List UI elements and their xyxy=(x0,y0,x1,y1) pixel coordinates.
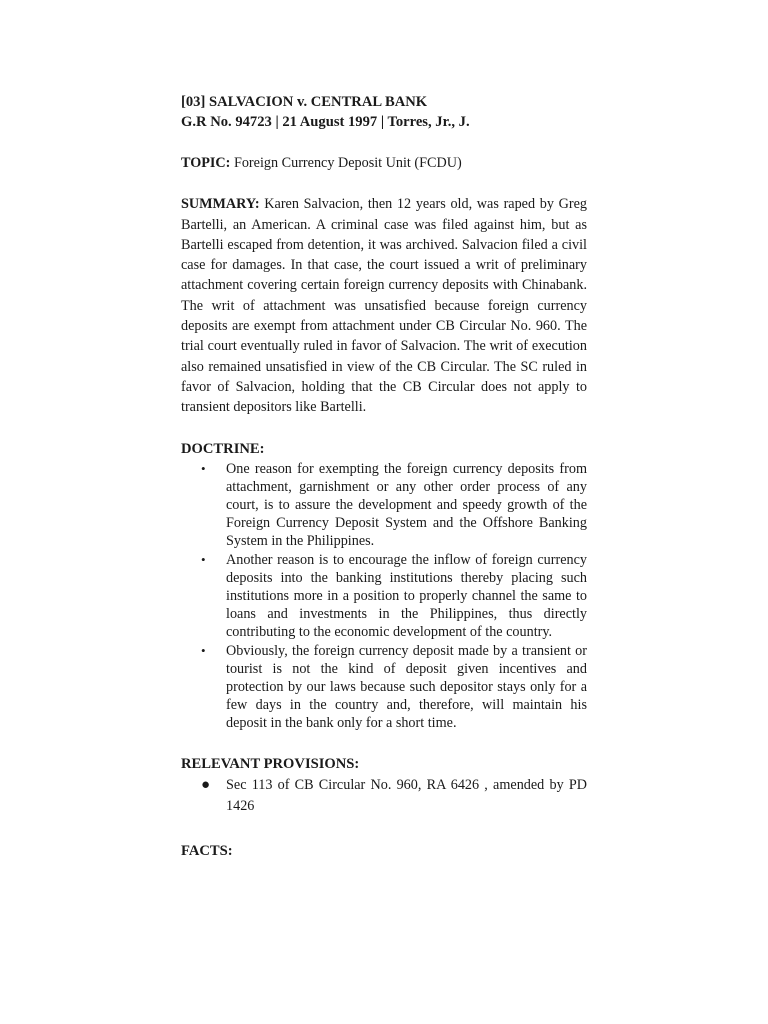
doctrine-item xyxy=(181,460,587,551)
doctrine-item-text: Another reason is to encourage the inflow of foreign currency deposits into the banking institutions thereby placing such institutions more in a position to properly channel the same to loans and investments in the Philippines, thus directly contributing to the economic development of the country. xyxy=(226,551,587,641)
doctrine-item-text: Obviously, the foreign currency deposit made by a transient or tourist is not the kind of deposit given incentives and protection by our laws because such depositor stays only for a few days in the country and, therefore, will maintain his deposit in the bank only for a short time. xyxy=(226,642,587,732)
provision-item-text: Sec 113 of CB Circular No. 960, RA 6426 , amended by PD 1426 xyxy=(226,776,587,814)
bullet-icon: • xyxy=(201,551,206,567)
topic-section xyxy=(181,153,587,173)
bullet-icon: • xyxy=(201,642,206,658)
provisions-heading: RELEVANT PROVISIONS: xyxy=(181,755,360,772)
provisions-list xyxy=(181,775,587,817)
case-header xyxy=(181,92,587,132)
provisions-section xyxy=(181,754,587,817)
doctrine-list xyxy=(181,460,587,733)
doctrine-heading: DOCTRINE: xyxy=(181,440,265,457)
facts-heading: FACTS: xyxy=(181,842,233,859)
provision-item xyxy=(181,775,587,817)
doctrine-item-text: One reason for exempting the foreign currency deposits from attachment, garnishment or any other order process of any court, is to assure the development and speedy growth of the Foreign Currency Deposit System and the Offshore Banking System in the Philippines. xyxy=(226,460,587,550)
summary-label: SUMMARY: xyxy=(181,196,260,213)
bullet-icon: • xyxy=(201,460,206,476)
summary-section xyxy=(181,194,587,417)
facts-section xyxy=(181,841,587,861)
doctrine-item xyxy=(181,642,587,733)
summary-text: Karen Salvacion, then 12 years old, was raped by Greg Bartelli, an American. A criminal case was filed against him, but as Bartelli escaped from detention, it was archived. Salvacion filed a civil case for damages. In that case, the court issued a writ of preliminary attachment covering certain foreign currency deposits with Chinabank. The writ of attachment was unsatisfied because foreign currency deposits are exempt from attachment under CB Circular No. 960. The trial court eventually ruled in favor of Salvacion. The writ of execution also remained unsatisfied in view of the CB Circular. The SC ruled in favor of Salvacion, holding that the CB Circular does not apply to transient depositors like Bartelli. xyxy=(181,196,588,416)
topic-label: TOPIC: xyxy=(181,155,231,171)
case-title: [03] SALVACION v. CENTRAL BANK xyxy=(181,94,428,110)
doctrine-section xyxy=(181,439,587,733)
bullet-icon: ● xyxy=(201,776,211,793)
doctrine-item xyxy=(181,551,587,642)
topic-text: Foreign Currency Deposit Unit (FCDU) xyxy=(233,155,462,171)
document-page xyxy=(181,92,587,861)
case-info: G.R No. 94723 | 21 August 1997 | Torres, Jr., J. xyxy=(181,114,470,130)
